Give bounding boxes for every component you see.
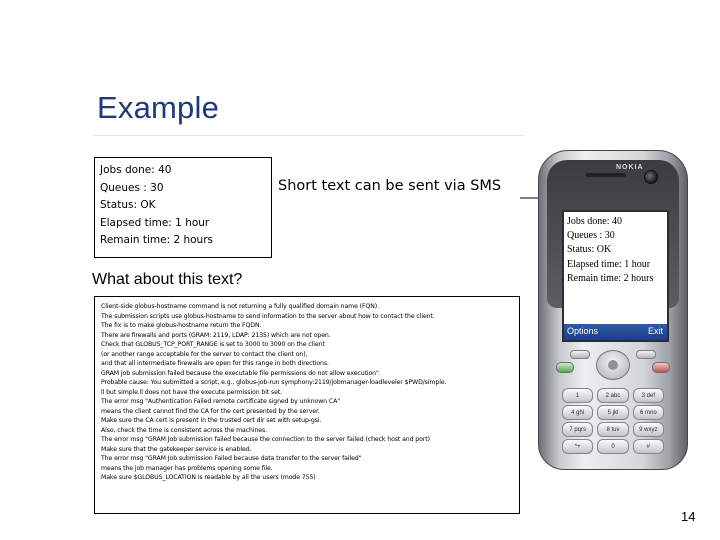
keypad-key[interactable]: 4 ghi [562, 405, 593, 420]
arrow-to-phone [360, 196, 550, 226]
status-line: Remain time: 2 hours [100, 234, 213, 247]
camera-icon [644, 170, 658, 184]
sms-line: Jobs done: 40 [567, 216, 622, 227]
keypad-key[interactable]: 8 tuv [597, 422, 628, 437]
status-line: Status: OK [100, 199, 156, 212]
exit-softkey[interactable]: Exit [647, 326, 663, 336]
status-line: Jobs done: 40 [100, 164, 172, 176]
log-line: Probable cause: You submitted a script, e.g., globus-job-run symphony:2119/jobmanager-loadleveler $PWD/simple. [101, 379, 447, 386]
sms-message [567, 215, 653, 286]
long-text-box [94, 296, 520, 514]
log-line: (or another range acceptable for the server to contact the client on), [101, 350, 308, 358]
select-key[interactable] [608, 360, 618, 370]
nokia-phone-illustration [538, 150, 688, 470]
sms-line: Elapsed time: 1 hour [567, 258, 651, 270]
right-selection-key[interactable] [636, 350, 656, 359]
keypad-key[interactable]: 0 [597, 439, 628, 454]
keypad-key[interactable]: 6 mno [633, 405, 664, 420]
keypad-key[interactable]: 5 jkl [597, 405, 628, 420]
log-line: The error msg "GRAM Job submission failed because the connection to the server failed (check host and port) [101, 436, 430, 443]
softkey-bar [564, 324, 667, 340]
keypad-key[interactable]: 9 wxyz [633, 422, 664, 437]
status-summary-box [94, 157, 272, 258]
sms-line: Remain time: 2 hours [567, 272, 654, 284]
slide-title: Example [97, 90, 220, 125]
left-selection-key[interactable] [570, 350, 590, 359]
log-line: GRAM Job submission failed because the executable file permissions do not allow execution". [101, 369, 381, 377]
log-line: Make sure $GLOBUS_LOCATION is readable by all the users (mode 755) [101, 474, 316, 481]
sms-caption: Short text can be sent via SMS [278, 178, 502, 194]
end-call-key[interactable] [652, 362, 670, 373]
sms-line: Status: OK [567, 244, 612, 256]
log-line: Also, check the time is consistent across the machines. [101, 426, 267, 434]
log-line: There are firewalls and ports (GRAM: 2119, LDAP: 2135) which are not open. [101, 331, 331, 339]
page-number: 14 [681, 509, 696, 524]
keypad-key[interactable]: *+ [562, 439, 593, 454]
log-line: The submission scripts use globus-hostname to send information to the server about how to contact the client. [101, 312, 435, 320]
log-line: The fix is to make globus-hostname return the FQDN. [101, 322, 262, 329]
phone-keypad [562, 388, 664, 454]
keypad-key[interactable]: 7 pqrs [562, 422, 593, 437]
log-line: The error msg "Authentication Failed remote certificate signed by unknown CA" [101, 398, 340, 405]
earpiece-speaker [586, 173, 626, 177]
question-heading: What about this text? [92, 271, 243, 288]
log-line: and that all intermediate firewalls are open for this range in both directions. [101, 360, 329, 367]
keypad-key[interactable]: # [633, 439, 664, 454]
phone-screen [562, 210, 669, 342]
brand-logo: NOKIA [616, 164, 644, 171]
navigation-pad[interactable] [596, 350, 630, 380]
log-line: The error msg "GRAM Job submission Failed because data transfer to the server failed" [101, 455, 362, 462]
status-line: Queues : 30 [100, 181, 164, 194]
keypad-key[interactable]: 3 def [633, 388, 664, 403]
keypad-key[interactable]: 2 abc [597, 388, 628, 403]
log-line: ll but simple.ll does not have the execute permission bit set. [101, 388, 283, 396]
title-divider [94, 135, 524, 136]
log-line: Check that GLOBUS_TCP_PORT_RANGE is set to 3000 to 3090 on the client [101, 341, 325, 348]
call-key[interactable] [556, 362, 574, 373]
log-line: means the client cannot find the CA for the cert presented by the server. [101, 407, 320, 415]
log-line: Make sure the CA cert is present in the trusted cert dir set with setup-gsi. [101, 417, 322, 424]
log-line: Client-side globus-hostname command is not returning a fully qualified domain name (FQN). [101, 303, 379, 310]
options-softkey[interactable]: Options [567, 326, 599, 336]
status-line: Elapsed time: 1 hour [100, 216, 210, 229]
keypad-key[interactable]: 1 [562, 388, 593, 403]
log-line: Make sure that the gatekeeper service is enabled. [101, 445, 252, 453]
navigation-cluster [554, 348, 672, 382]
sms-line: Queues : 30 [567, 230, 615, 242]
log-line: means the job manager has problems opening some file. [101, 464, 273, 472]
